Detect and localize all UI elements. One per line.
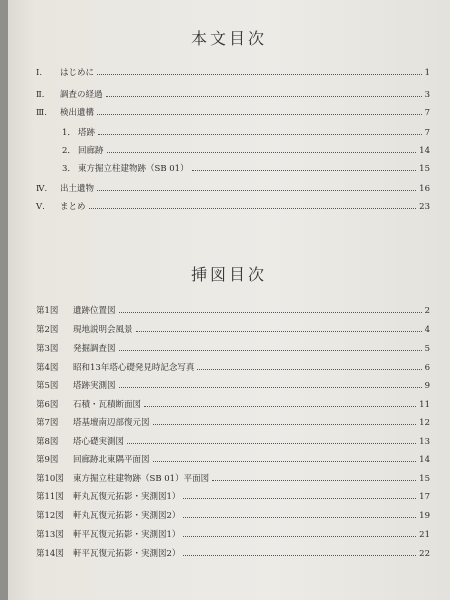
dot-leader <box>97 190 416 191</box>
entry-page-number: 2 <box>424 306 430 316</box>
entry-number: 第10図 <box>36 474 64 484</box>
figures-title: 挿図目次 <box>190 265 267 284</box>
entry-number: 第3図 <box>36 344 59 354</box>
entry-page-number: 11 <box>419 400 430 410</box>
dot-leader <box>183 555 416 556</box>
entry-label: 検出遺構 <box>60 108 95 118</box>
entry-number: 第5図 <box>36 381 59 391</box>
figure-entry <box>8 302 450 320</box>
entry-label: はじめに <box>60 68 95 78</box>
contents-entry <box>8 142 450 160</box>
entry-label: 現地説明会風景 <box>73 325 133 335</box>
entry-label: 回廊跡北東隅平面図 <box>73 455 150 465</box>
dot-leader <box>153 461 416 462</box>
figure-entry <box>8 433 450 451</box>
contents-entry <box>8 86 450 104</box>
figure-entry <box>8 377 450 395</box>
entry-number: 第2図 <box>36 325 59 335</box>
dot-leader <box>106 96 422 97</box>
entry-page-number: 14 <box>419 455 430 465</box>
entry-label: 軒平瓦復元拓影・実測図1） <box>73 530 181 540</box>
entry-label: 東方掘立柱建物跡（SB 01） <box>78 164 189 174</box>
dot-leader <box>192 170 416 171</box>
contents-entry <box>8 180 450 198</box>
dot-leader <box>119 387 422 388</box>
entry-page-number: 13 <box>419 437 430 447</box>
entry-label: まとめ <box>60 202 86 212</box>
figure-entry <box>8 526 450 544</box>
entry-number: 第9図 <box>36 455 59 465</box>
entry-number: 第11図 <box>36 492 64 502</box>
entry-page-number: 7 <box>424 128 430 138</box>
figure-entry <box>8 488 450 506</box>
dot-leader <box>144 406 416 407</box>
entry-label: 出土遺物 <box>60 184 95 194</box>
entry-label: 軒平瓦復元拓影・実測図2） <box>73 549 181 559</box>
entry-label: 軒丸瓦復元拓影・実測図1） <box>73 492 181 502</box>
dot-leader <box>153 424 416 425</box>
entry-number: 第14図 <box>36 549 64 559</box>
entry-number: Ⅴ. <box>36 202 45 212</box>
entry-number: 第6図 <box>36 400 59 410</box>
contents-title: 本文目次 <box>190 29 267 48</box>
dot-leader <box>183 517 416 518</box>
dot-leader <box>98 134 422 135</box>
entry-number: 第12図 <box>36 511 64 521</box>
entry-number: Ⅳ. <box>36 184 48 194</box>
figure-entry <box>8 451 450 469</box>
contents-entry <box>8 64 450 82</box>
entry-label: 塔心礎実測図 <box>73 437 125 447</box>
figure-entry <box>8 545 450 563</box>
contents-entry <box>8 160 450 178</box>
entry-number: 1． <box>62 128 76 138</box>
dot-leader <box>136 331 422 332</box>
entry-label: 石積・瓦積断面図 <box>73 400 142 410</box>
entry-label: 塔基壇南辺部復元図 <box>73 418 150 428</box>
dot-leader <box>97 74 422 75</box>
entry-label: 昭和13年塔心礎発見時記念写真 <box>73 363 195 373</box>
entry-page-number: 3 <box>424 90 430 100</box>
entry-label: 調査の経過 <box>60 90 103 100</box>
dot-leader <box>89 208 416 209</box>
entry-page-number: 7 <box>424 108 430 118</box>
entry-page-number: 16 <box>419 184 430 194</box>
document-page <box>8 0 450 600</box>
figure-entry <box>8 340 450 358</box>
entry-page-number: 15 <box>419 474 430 484</box>
entry-label: 遺跡位置図 <box>73 306 116 316</box>
entry-page-number: 22 <box>419 549 430 559</box>
dot-leader <box>97 114 422 115</box>
entry-page-number: 17 <box>419 492 430 502</box>
figure-entry <box>8 470 450 488</box>
dot-leader <box>183 536 416 537</box>
entry-number: 第13図 <box>36 530 64 540</box>
entry-label: 東方掘立柱建物跡（SB 01）平面図 <box>73 474 210 484</box>
entry-page-number: 9 <box>424 381 430 391</box>
figure-entry <box>8 507 450 525</box>
entry-label: 回廊跡 <box>78 146 104 156</box>
entry-number: 2． <box>62 146 76 156</box>
entry-page-number: 4 <box>424 325 430 335</box>
entry-number: 第7図 <box>36 418 59 428</box>
dot-leader <box>119 350 422 351</box>
entry-label: 塔跡 <box>78 128 96 138</box>
entry-number: 第1図 <box>36 306 59 316</box>
figure-entry <box>8 396 450 414</box>
entry-page-number: 6 <box>424 363 430 373</box>
figure-entry <box>8 321 450 339</box>
entry-number: 第8図 <box>36 437 59 447</box>
entry-label: 軒丸瓦復元拓影・実測図2） <box>73 511 181 521</box>
dot-leader <box>197 369 422 370</box>
entry-page-number: 15 <box>419 164 430 174</box>
dot-leader <box>183 498 416 499</box>
entry-number: Ⅲ. <box>36 108 47 118</box>
contents-entry <box>8 198 450 216</box>
dot-leader <box>127 443 416 444</box>
entry-label: 塔跡実測図 <box>73 381 116 391</box>
entry-page-number: 1 <box>424 68 430 78</box>
entry-number: Ⅱ. <box>36 90 45 100</box>
entry-number: 第4図 <box>36 363 59 373</box>
entry-page-number: 21 <box>419 530 430 540</box>
contents-entry <box>8 124 450 142</box>
entry-page-number: 5 <box>424 344 430 354</box>
dot-leader <box>107 152 416 153</box>
figure-entry <box>8 414 450 432</box>
entry-number: Ⅰ. <box>36 68 43 78</box>
entry-page-number: 12 <box>419 418 430 428</box>
figure-entry <box>8 359 450 377</box>
entry-page-number: 14 <box>419 146 430 156</box>
entry-page-number: 23 <box>419 202 430 212</box>
entry-number: 3． <box>62 164 76 174</box>
entry-label: 発掘調査図 <box>73 344 116 354</box>
contents-entry <box>8 104 450 122</box>
dot-leader <box>212 480 416 481</box>
entry-page-number: 19 <box>419 511 430 521</box>
dot-leader <box>119 312 422 313</box>
